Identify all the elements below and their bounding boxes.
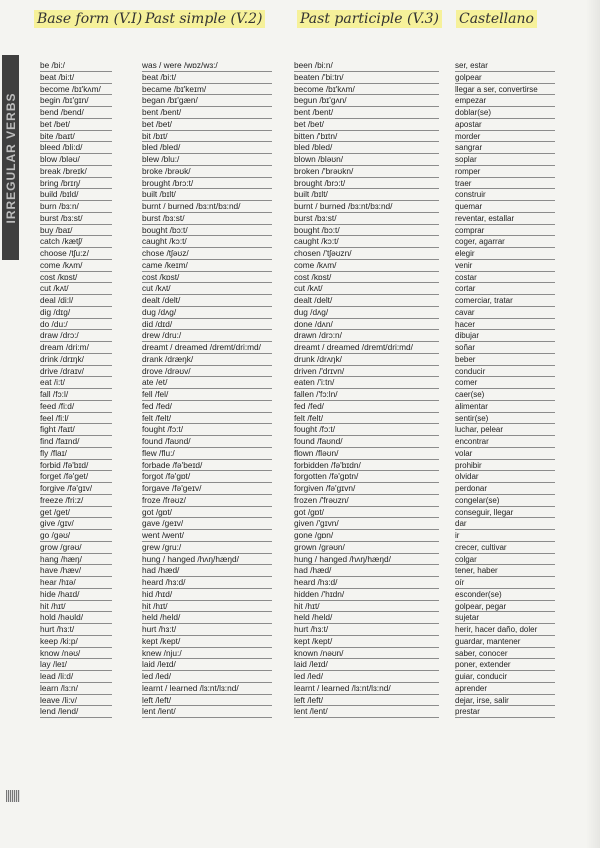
verb-cell: led /led/ — [142, 671, 272, 683]
verb-cell: hear /hɪə/ — [40, 577, 112, 589]
verb-cell: buy /baɪ/ — [40, 225, 112, 237]
verb-cell: feed /fi:d/ — [40, 401, 112, 413]
verb-cell: grown /grəʊn/ — [294, 542, 439, 554]
verb-cell: caught /kɔ:t/ — [142, 236, 272, 248]
verb-cell: guiar, conducir — [455, 671, 555, 683]
verb-cell: laid /leɪd/ — [294, 659, 439, 671]
verb-cell: congelar(se) — [455, 495, 555, 507]
verb-cell: felt /felt/ — [142, 413, 272, 425]
verb-cell: heard /hɜ:d/ — [294, 577, 439, 589]
verb-cell: dreamt / dreamed /dremt/dri:md/ — [142, 342, 272, 354]
verb-cell: given /'gɪvn/ — [294, 518, 439, 530]
verb-cell: soñar — [455, 342, 555, 354]
side-label-tab — [2, 55, 19, 260]
verb-cell: beber — [455, 354, 555, 366]
verb-cell: blow /bləʊ/ — [40, 154, 112, 166]
verb-cell: burnt / burned /bɜ:nt/bɜ:nd/ — [294, 201, 439, 213]
verb-cell: olvidar — [455, 471, 555, 483]
verb-cell: became /bɪ'keɪm/ — [142, 84, 272, 96]
verb-cell: cost /kɒst/ — [40, 272, 112, 284]
verb-cell: ir — [455, 530, 555, 542]
verb-cell: forget /fə'get/ — [40, 471, 112, 483]
verb-cell: left /left/ — [294, 695, 439, 707]
past-participle-column — [294, 60, 439, 718]
verb-cell: become /bɪ'kʌm/ — [40, 84, 112, 96]
verb-cell: lend /lend/ — [40, 706, 112, 718]
verb-cell: froze /frəʊz/ — [142, 495, 272, 507]
verb-cell: construir — [455, 189, 555, 201]
verb-cell: gave /geɪv/ — [142, 518, 272, 530]
verb-cell: bought /bɔ:t/ — [294, 225, 439, 237]
verb-cell: hidden /'hɪdn/ — [294, 589, 439, 601]
verb-cell: forgot /fə'gɒt/ — [142, 471, 272, 483]
verb-cell: lent /lent/ — [294, 706, 439, 718]
verb-cell: golpear, pegar — [455, 601, 555, 613]
verb-cell: bitten /'bɪtn/ — [294, 131, 439, 143]
side-label: IRREGULAR VERBS — [3, 91, 18, 224]
verb-cell: burst /bɜ:st/ — [294, 213, 439, 225]
verb-cell: burnt / burned /bɜ:nt/bɜ:nd/ — [142, 201, 272, 213]
verb-cell: bent /bent/ — [294, 107, 439, 119]
verb-cell: bought /bɔ:t/ — [142, 225, 272, 237]
verb-cell: doblar(se) — [455, 107, 555, 119]
verb-cell: forbidden /fə'bɪdn/ — [294, 460, 439, 472]
verb-cell: ser, estar — [455, 60, 555, 72]
verb-cell: lent /lent/ — [142, 706, 272, 718]
verb-cell: built /bɪlt/ — [142, 189, 272, 201]
verb-cell: bet /bet/ — [294, 119, 439, 131]
verb-cell: forgave /fə'geɪv/ — [142, 483, 272, 495]
barcode-mark — [6, 790, 20, 802]
verb-cell: flown /fləʊn/ — [294, 448, 439, 460]
base-form-column — [40, 60, 112, 718]
verb-cell: cortar — [455, 283, 555, 295]
verb-cell: begun /bɪ'gʌn/ — [294, 95, 439, 107]
verb-cell: herir, hacer daño, doler — [455, 624, 555, 636]
verb-cell: did /dɪd/ — [142, 319, 272, 331]
verb-cell: go /gəʊ/ — [40, 530, 112, 542]
verb-cell: beat /bi:t/ — [142, 72, 272, 84]
verb-cell: burst /bɜ:st/ — [142, 213, 272, 225]
verb-cell: sentir(se) — [455, 413, 555, 425]
verb-cell: bite /baɪt/ — [40, 131, 112, 143]
verb-cell: been /bi:n/ — [294, 60, 439, 72]
verb-cell: have /hæv/ — [40, 565, 112, 577]
verb-cell: cut /kʌt/ — [40, 283, 112, 295]
verb-cell: costar — [455, 272, 555, 284]
verb-cell: led /led/ — [294, 671, 439, 683]
verb-cell: empezar — [455, 95, 555, 107]
verb-cell: ate /et/ — [142, 377, 272, 389]
verb-cell: fed /fed/ — [294, 401, 439, 413]
verb-cell: prohibir — [455, 460, 555, 472]
verb-cell: fought /fɔ:t/ — [294, 424, 439, 436]
verb-cell: hacer — [455, 319, 555, 331]
verb-cell: keep /ki:p/ — [40, 636, 112, 648]
verb-cell: learnt / learned /lɜ:nt/lɜ:nd/ — [142, 683, 272, 695]
verb-cell: choose /tʃu:z/ — [40, 248, 112, 260]
verb-cell: sujetar — [455, 612, 555, 624]
verb-cell: conseguir, llegar — [455, 507, 555, 519]
verb-cell: colgar — [455, 554, 555, 566]
verb-cell: lay /leɪ/ — [40, 659, 112, 671]
verb-cell: hurt /hɜ:t/ — [294, 624, 439, 636]
verb-cell: volar — [455, 448, 555, 460]
verb-cell: chosen /'tʃəʊzn/ — [294, 248, 439, 260]
header-past-simple: Past simple (V.2) — [142, 10, 265, 28]
verb-cell: driven /'drɪvn/ — [294, 366, 439, 378]
verb-cell: conducir — [455, 366, 555, 378]
verb-cell: laid /leɪd/ — [142, 659, 272, 671]
verb-cell: coger, agarrar — [455, 236, 555, 248]
verb-cell: blew /blu:/ — [142, 154, 272, 166]
verb-cell: apostar — [455, 119, 555, 131]
verb-cell: done /dʌn/ — [294, 319, 439, 331]
verb-cell: kept /kept/ — [142, 636, 272, 648]
verb-cell: deal /di:l/ — [40, 295, 112, 307]
verb-cell: feel /fi:l/ — [40, 413, 112, 425]
verb-cell: soplar — [455, 154, 555, 166]
castellano-column — [455, 60, 555, 718]
verb-cell: traer — [455, 178, 555, 190]
verb-cell: drew /dru:/ — [142, 330, 272, 342]
verb-cell: dig /dɪg/ — [40, 307, 112, 319]
verb-cell: left /left/ — [142, 695, 272, 707]
verb-cell: esconder(se) — [455, 589, 555, 601]
verb-cell: bled /bled/ — [294, 142, 439, 154]
verb-cell: cavar — [455, 307, 555, 319]
verb-cell: leave /li:v/ — [40, 695, 112, 707]
verb-cell: brought /brɔ:t/ — [294, 178, 439, 190]
verb-cell: chose /tʃəʊz/ — [142, 248, 272, 260]
verb-cell: drank /dræŋk/ — [142, 354, 272, 366]
verb-cell: know /nəʊ/ — [40, 648, 112, 660]
verb-cell: comer — [455, 377, 555, 389]
verb-cell: saber, conocer — [455, 648, 555, 660]
verb-cell: brought /brɔ:t/ — [142, 178, 272, 190]
verb-cell: hide /haɪd/ — [40, 589, 112, 601]
verb-cell: grew /gru:/ — [142, 542, 272, 554]
verb-cell: held /held/ — [142, 612, 272, 624]
verb-cell: heard /hɜ:d/ — [142, 577, 272, 589]
verb-cell: had /hæd/ — [294, 565, 439, 577]
verb-cell: kept /kept/ — [294, 636, 439, 648]
verb-cell: fallen /'fɔ:ln/ — [294, 389, 439, 401]
verb-cell: fight /faɪt/ — [40, 424, 112, 436]
verb-cell: bleed /bli:d/ — [40, 142, 112, 154]
verb-cell: felt /felt/ — [294, 413, 439, 425]
verb-cell: become /bɪ'kʌm/ — [294, 84, 439, 96]
verb-cell: fought /fɔ:t/ — [142, 424, 272, 436]
verb-cell: dreamt / dreamed /dremt/dri:md/ — [294, 342, 439, 354]
header-castellano: Castellano — [456, 10, 537, 28]
verb-cell: fall /fɔ:l/ — [40, 389, 112, 401]
verb-cell: hung / hanged /hʌŋ/hæŋd/ — [294, 554, 439, 566]
verb-cell: hit /hɪt/ — [40, 601, 112, 613]
verb-cell: dealt /delt/ — [142, 295, 272, 307]
verb-cell: perdonar — [455, 483, 555, 495]
verb-cell: break /breɪk/ — [40, 166, 112, 178]
verb-cell: dar — [455, 518, 555, 530]
verb-cell: had /hæd/ — [142, 565, 272, 577]
verb-cell: encontrar — [455, 436, 555, 448]
verb-cell: bet /bet/ — [40, 119, 112, 131]
verb-cell: comerciar, tratar — [455, 295, 555, 307]
verb-cell: fell /fel/ — [142, 389, 272, 401]
verb-cell: llegar a ser, convertirse — [455, 84, 555, 96]
verb-cell: morder — [455, 131, 555, 143]
verb-cell: beat /bi:t/ — [40, 72, 112, 84]
verb-cell: forbade /fə'beɪd/ — [142, 460, 272, 472]
verb-cell: come /kʌm/ — [40, 260, 112, 272]
verb-cell: poner, extender — [455, 659, 555, 671]
verb-cell: burn /bɜ:n/ — [40, 201, 112, 213]
verb-cell: caer(se) — [455, 389, 555, 401]
verb-cell: come /kʌm/ — [294, 260, 439, 272]
verb-cell: romper — [455, 166, 555, 178]
verb-cell: burst /bɜ:st/ — [40, 213, 112, 225]
verb-cell: lead /li:d/ — [40, 671, 112, 683]
verb-cell: bet /bet/ — [142, 119, 272, 131]
verb-cell: fed /fed/ — [142, 401, 272, 413]
verb-cell: cut /kʌt/ — [142, 283, 272, 295]
verb-cell: begin /bɪ'gɪn/ — [40, 95, 112, 107]
verb-cell: bit /bɪt/ — [142, 131, 272, 143]
verb-cell: tener, haber — [455, 565, 555, 577]
verb-cell: known /nəʊn/ — [294, 648, 439, 660]
page-edge-shadow — [586, 0, 600, 848]
verb-cell: flew /flu:/ — [142, 448, 272, 460]
verb-cell: quemar — [455, 201, 555, 213]
verb-cell: luchar, pelear — [455, 424, 555, 436]
verb-cell: was / were /wɒz/wɜ:/ — [142, 60, 272, 72]
verb-cell: dream /dri:m/ — [40, 342, 112, 354]
verb-cell: dejar, irse, salir — [455, 695, 555, 707]
verb-cell: give /gɪv/ — [40, 518, 112, 530]
verb-cell: broken /'brəʊkn/ — [294, 166, 439, 178]
verb-cell: be /bi:/ — [40, 60, 112, 72]
verb-cell: golpear — [455, 72, 555, 84]
verb-cell: find /faɪnd/ — [40, 436, 112, 448]
verb-cell: dealt /delt/ — [294, 295, 439, 307]
verb-cell: found /faʊnd/ — [142, 436, 272, 448]
verb-cell: knew /nju:/ — [142, 648, 272, 660]
verb-cell: cut /kʌt/ — [294, 283, 439, 295]
verb-cell: got /gɒt/ — [142, 507, 272, 519]
verb-cell: forbid /fə'bɪd/ — [40, 460, 112, 472]
verb-cell: guardar, mantener — [455, 636, 555, 648]
verb-cell: aprender — [455, 683, 555, 695]
verb-cell: bled /bled/ — [142, 142, 272, 154]
verb-cell: alimentar — [455, 401, 555, 413]
verb-cell: broke /brəʊk/ — [142, 166, 272, 178]
verb-cell: dibujar — [455, 330, 555, 342]
verb-cell: dug /dʌg/ — [142, 307, 272, 319]
past-simple-column — [142, 60, 272, 718]
verb-cell: frozen /'frəʊzn/ — [294, 495, 439, 507]
verb-cell: drink /drɪŋk/ — [40, 354, 112, 366]
verb-cell: draw /drɔ:/ — [40, 330, 112, 342]
verb-cell: eat /i:t/ — [40, 377, 112, 389]
verb-cell: drunk /drʌŋk/ — [294, 354, 439, 366]
verb-cell: drawn /drɔ:n/ — [294, 330, 439, 342]
verb-cell: venir — [455, 260, 555, 272]
verb-cell: oír — [455, 577, 555, 589]
verb-cell: built /bɪlt/ — [294, 189, 439, 201]
verb-cell: forgiven /fə'gɪvn/ — [294, 483, 439, 495]
verb-cell: learn /lɜ:n/ — [40, 683, 112, 695]
verb-cell: cost /kɒst/ — [142, 272, 272, 284]
verb-cell: drove /drəʊv/ — [142, 366, 272, 378]
verb-cell: reventar, estallar — [455, 213, 555, 225]
verb-cell: do /du:/ — [40, 319, 112, 331]
verb-cell: learnt / learned /lɜ:nt/lɜ:nd/ — [294, 683, 439, 695]
verb-cell: hit /hɪt/ — [142, 601, 272, 613]
verb-cell: hurt /hɜ:t/ — [40, 624, 112, 636]
verb-cell: hid /hɪd/ — [142, 589, 272, 601]
verb-cell: sangrar — [455, 142, 555, 154]
verb-cell: began /bɪ'gæn/ — [142, 95, 272, 107]
verb-cell: get /get/ — [40, 507, 112, 519]
verb-cell: hold /həʊld/ — [40, 612, 112, 624]
verb-cell: build /bɪld/ — [40, 189, 112, 201]
verb-cell: beaten /'bi:tn/ — [294, 72, 439, 84]
verb-cell: grow /grəʊ/ — [40, 542, 112, 554]
verb-cell: forgive /fə'gɪv/ — [40, 483, 112, 495]
verb-cell: found /faʊnd/ — [294, 436, 439, 448]
verb-cell: came /keɪm/ — [142, 260, 272, 272]
verb-cell: hit /hɪt/ — [294, 601, 439, 613]
verb-cell: catch /kætʃ/ — [40, 236, 112, 248]
verb-cell: drive /draɪv/ — [40, 366, 112, 378]
header-base-form: Base form (V.I) — [34, 10, 145, 28]
verb-cell: cost /kɒst/ — [294, 272, 439, 284]
verb-cell: blown /bləʊn/ — [294, 154, 439, 166]
verb-cell: bend /bend/ — [40, 107, 112, 119]
verb-cell: gone /gɒn/ — [294, 530, 439, 542]
verb-cell: dug /dʌg/ — [294, 307, 439, 319]
verb-cell: went /went/ — [142, 530, 272, 542]
verb-cell: hurt /hɜ:t/ — [142, 624, 272, 636]
verb-cell: elegir — [455, 248, 555, 260]
verb-cell: crecer, cultivar — [455, 542, 555, 554]
verb-cell: held /held/ — [294, 612, 439, 624]
verb-cell: prestar — [455, 706, 555, 718]
verb-cell: bring /brɪŋ/ — [40, 178, 112, 190]
verb-cell: eaten /'i:tn/ — [294, 377, 439, 389]
verb-cell: fly /flaɪ/ — [40, 448, 112, 460]
verb-cell: caught /kɔ:t/ — [294, 236, 439, 248]
verb-cell: got /gɒt/ — [294, 507, 439, 519]
verb-cell: hang /hæŋ/ — [40, 554, 112, 566]
verb-cell: hung / hanged /hʌŋ/hæŋd/ — [142, 554, 272, 566]
verb-cell: forgotten /fə'gɒtn/ — [294, 471, 439, 483]
verb-cell: bent /bent/ — [142, 107, 272, 119]
verb-cell: comprar — [455, 225, 555, 237]
verb-cell: freeze /fri:z/ — [40, 495, 112, 507]
header-past-participle: Past participle (V.3) — [297, 10, 442, 28]
